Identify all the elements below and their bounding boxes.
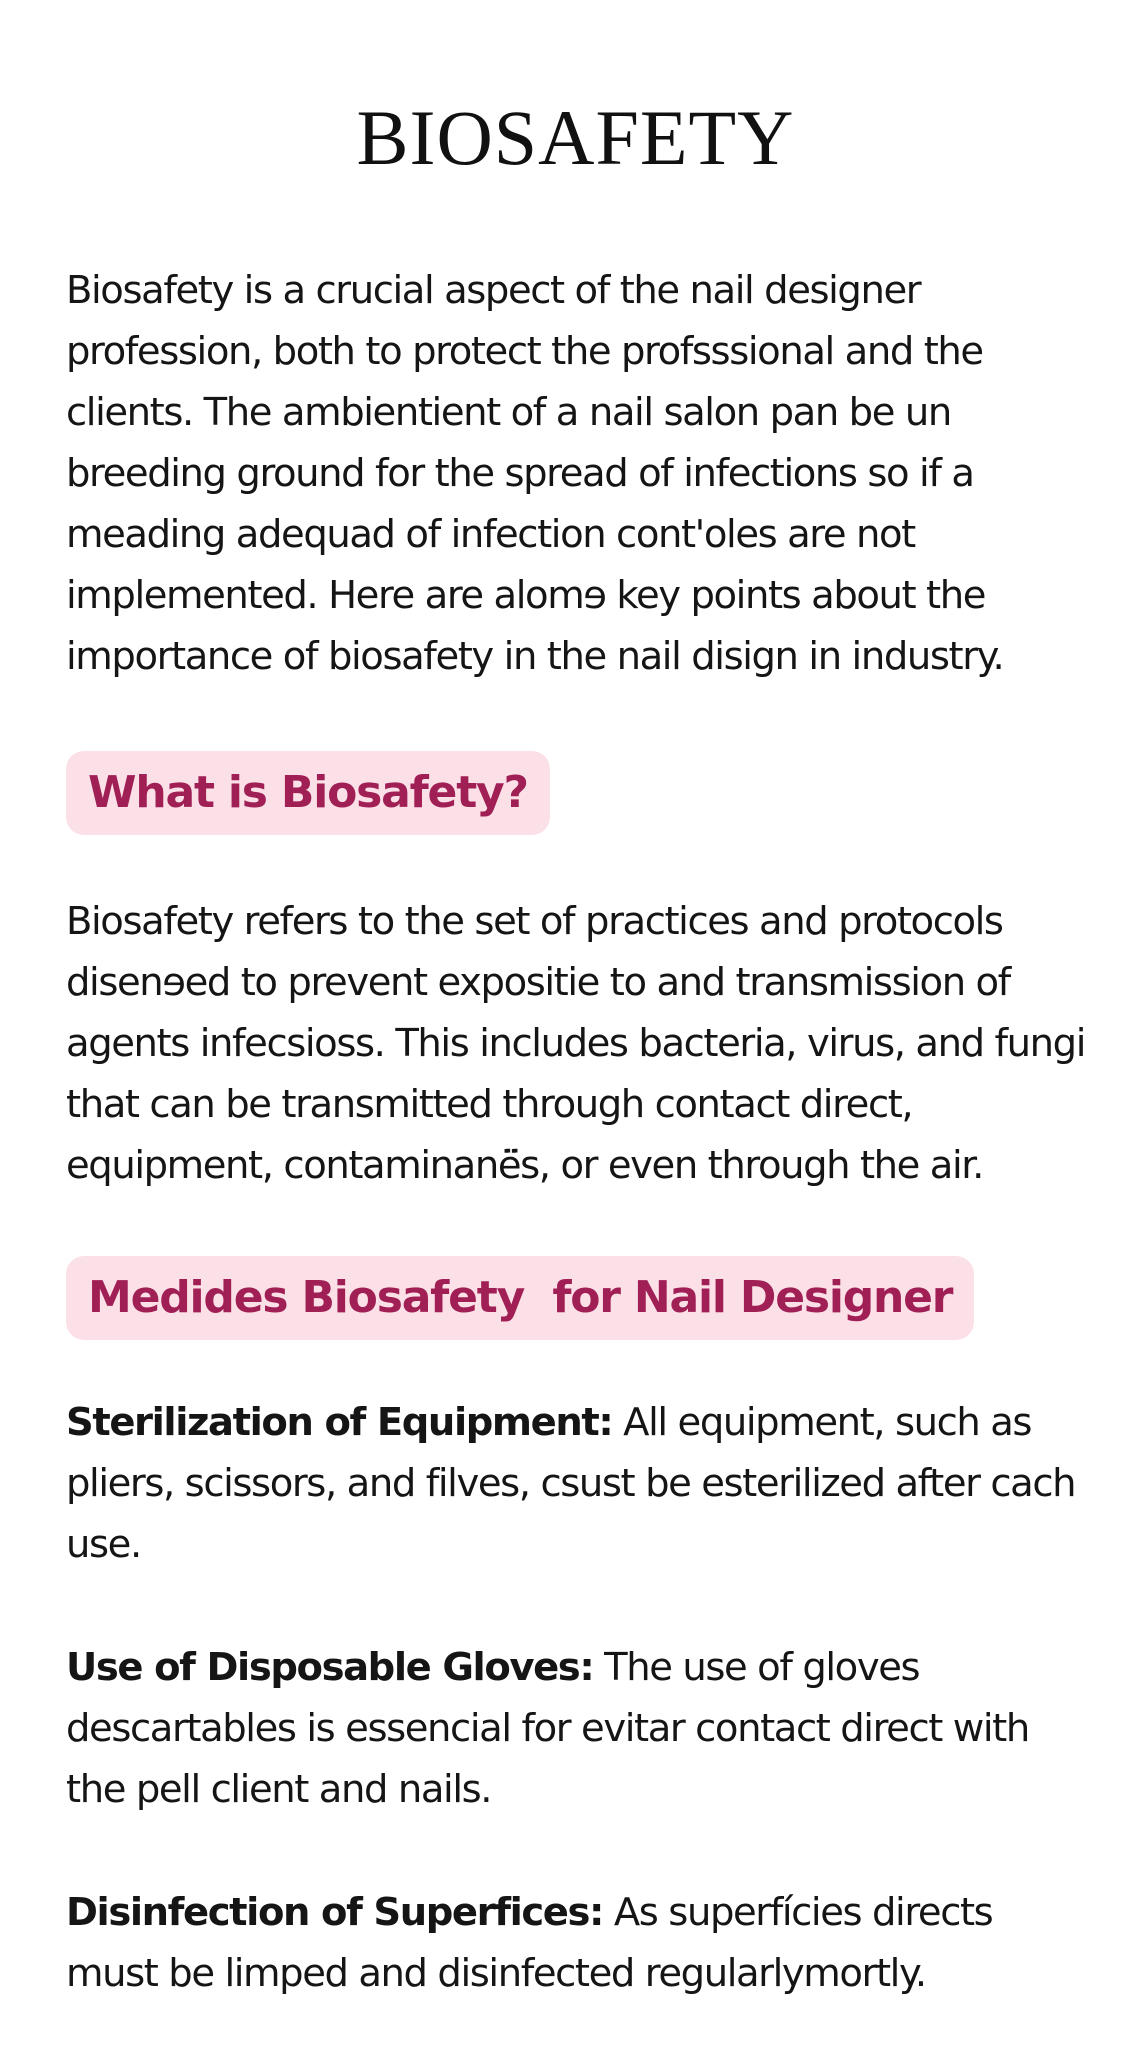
page-title: BIOSAFETY — [356, 94, 795, 181]
section-heading-what-is-biosafety: What is Biosafety? — [66, 751, 550, 835]
section-heading-measures: Medides Biosafety for Nail Designer — [66, 1256, 974, 1340]
measure-text: All equipment, such as pliers, scissors, and filves, csust be esterilized after cach use. — [66, 1400, 1076, 1567]
intro-paragraph: Biosafety is a crucial aspect of the nail designer profession, both to protect the profsssional and the clients. The ambientient of a nail salon pan be un breeding ground for the spread of infections so if a meading adequad of infection cont'oles are not implemented. Here are alomɘ key points about the importance of biosafety in the nail disign in industry. — [66, 268, 1004, 679]
measure-item-gloves — [66, 1637, 1085, 1820]
measure-text: As superfícies directs must be limped and disinfected regularlymortly. — [66, 1890, 993, 1996]
measure-term: Disinfection of Superfices: — [66, 1890, 604, 1935]
definition-paragraph: Biosafety refers to the set of practices and protocols disenɘed to prevent expositie to and transmission of agents infecsioss. This includes bacteria, virus, and fungi that can be transmitted through contact direct, equipment, contaminanë̈s, or even through the air. — [66, 899, 1085, 1188]
measure-item-disinfection — [66, 1882, 1085, 2004]
measure-term: Use of Disposable Gloves: — [66, 1645, 594, 1690]
measure-term: Sterilization of Equipment: — [66, 1400, 613, 1445]
measure-text: The use of gloves descartables is essencial for evitar contact direct with the pell client and nails. — [66, 1645, 1029, 1812]
measure-item-sterilization — [66, 1392, 1085, 1575]
